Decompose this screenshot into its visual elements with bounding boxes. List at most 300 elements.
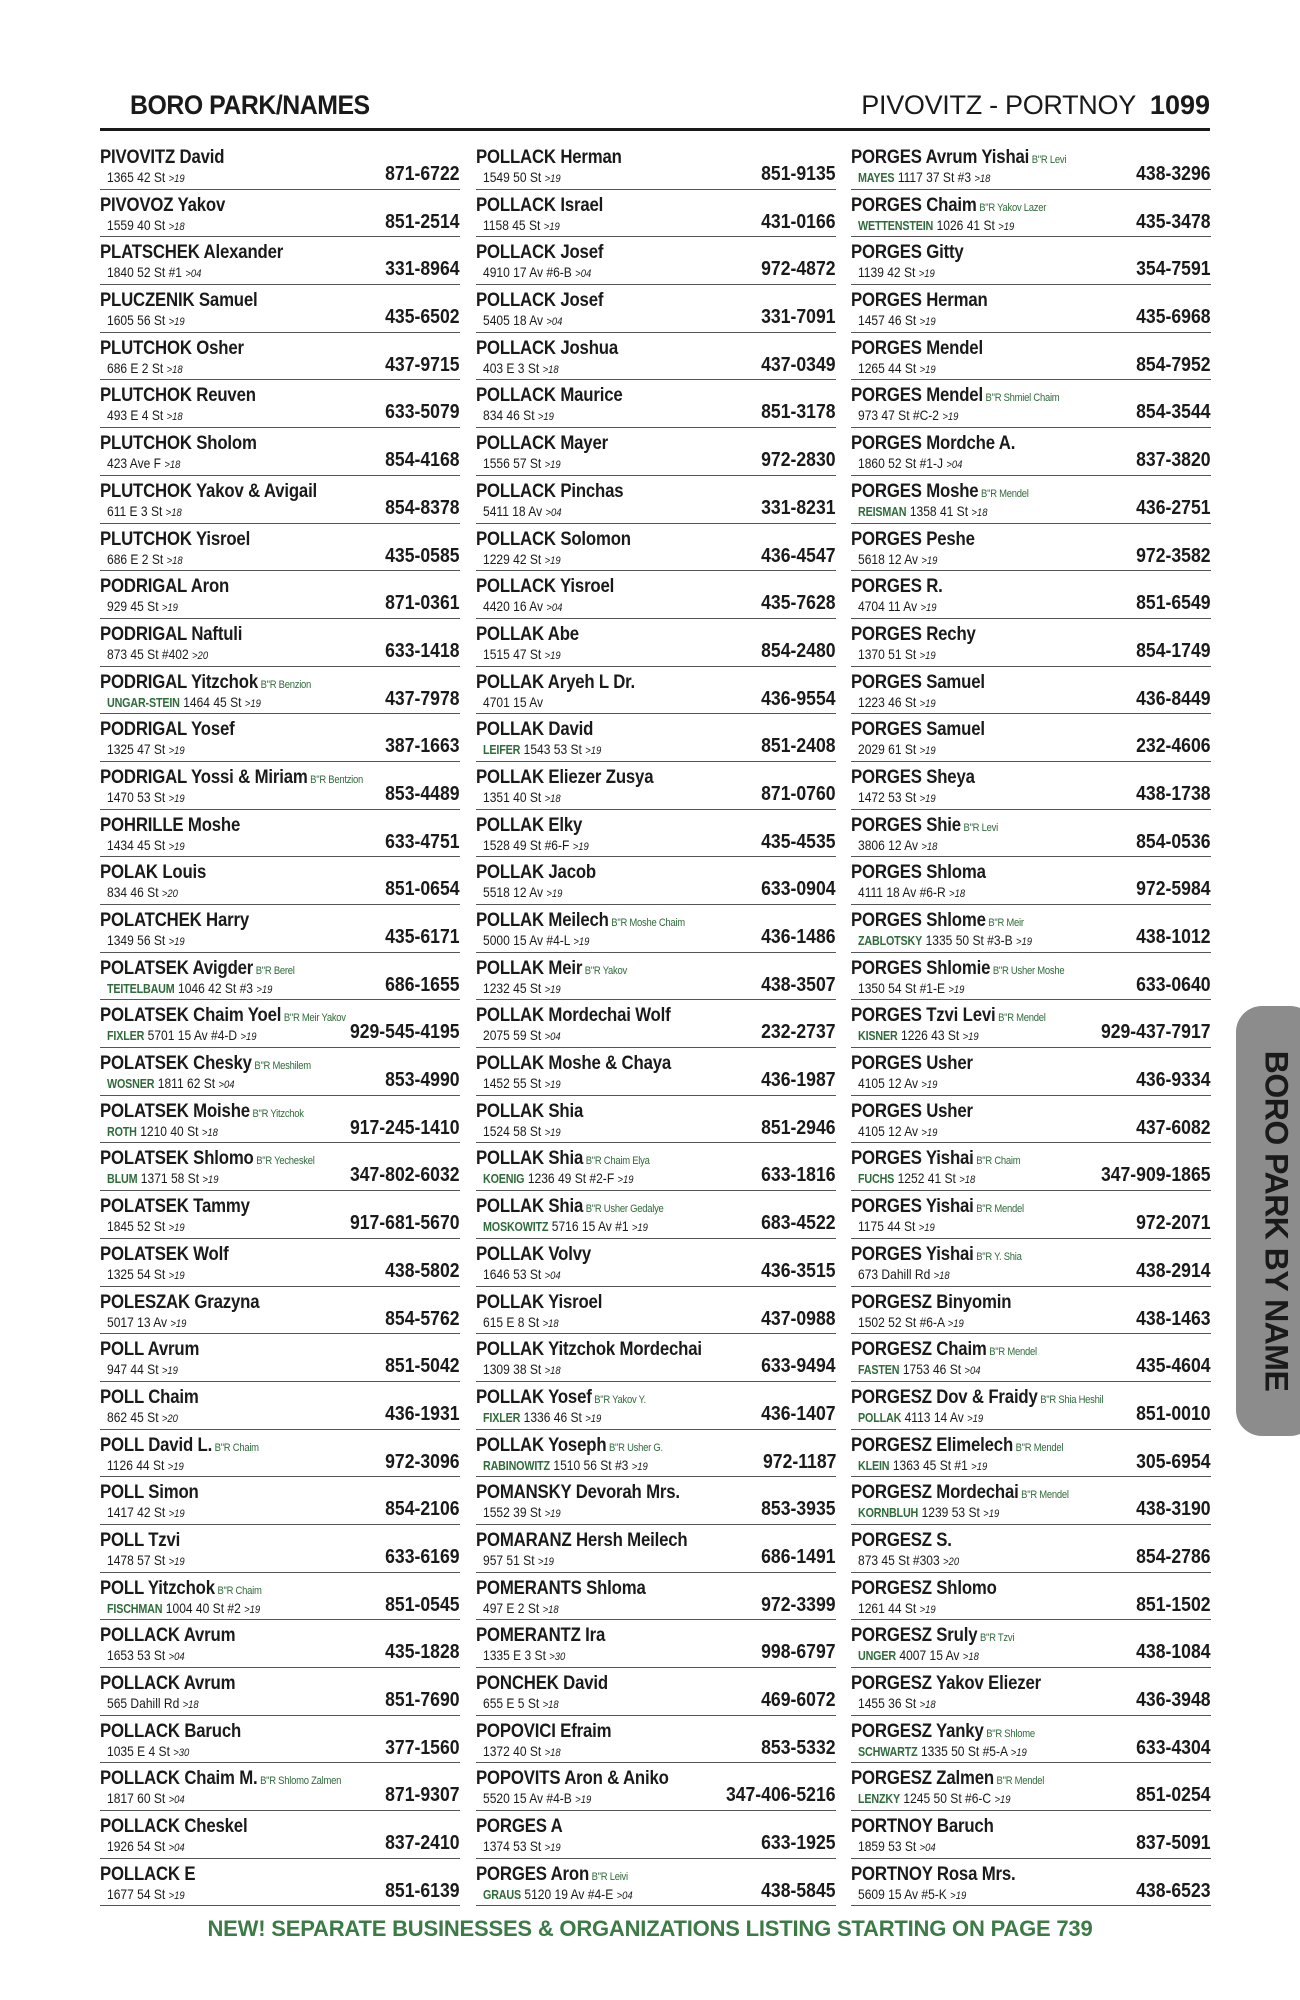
listing-entry [476,237,836,285]
listing-street: 1860 52 St #1-J [858,455,944,472]
listing-zip: >19 [168,1889,185,1902]
listing-entry [100,142,460,190]
listing-name-text: PORGES Avrum Yishai [851,146,1030,168]
listing-entry [851,333,1211,381]
listing-phone: 871-9307 [385,1784,460,1807]
listing-address [107,1218,185,1234]
listing-name [476,480,623,503]
listing-entry [476,1382,836,1430]
listing-street: 1158 45 St [483,216,541,233]
listing-address [107,1314,186,1330]
listing-name-text: POLL Avrum [100,1338,200,1361]
listing-phone: 633-6169 [385,1545,460,1568]
listing-street: 5716 15 Av #1 [551,1218,629,1235]
listing-address [107,1123,218,1139]
listing-relation: B"R Berel [255,964,295,977]
listing-zip: >19 [544,459,561,472]
listing-zip: >19 [631,1460,648,1473]
listing-address [107,264,201,280]
listing-zip: >18 [542,1603,559,1616]
listing-entry [100,1239,460,1287]
listing-entry [476,1430,836,1478]
listing-zip: >19 [544,1508,561,1521]
listing-zip: >20 [161,1412,178,1425]
listing-entry [851,285,1211,333]
listing-name [851,1434,1063,1457]
listing-street: 1261 44 St [858,1599,917,1616]
listing-name [851,241,964,264]
listing-name-text: POLLACK Yisroel [476,575,615,598]
listing-maiden-name: KOENIG [483,1172,525,1187]
listing-address [107,1552,185,1568]
listing-name [476,528,631,551]
listing-name [100,1386,199,1409]
listing-name [851,671,985,694]
listing-relation: B"R Usher Gedalye [585,1203,664,1216]
listing-name-text: PORGESZ Chaim [851,1338,987,1361]
listing-entry [851,1716,1211,1764]
listing-name-text: POLATSEK Avigder [100,956,254,979]
listing-address [858,980,964,996]
listing-street: 1335 50 St #5-A [920,1742,1008,1759]
listing-phone: 438-5845 [761,1879,836,1902]
listing-zip: >18 [921,840,938,853]
listing-zip: >19 [919,649,936,662]
listing-zip: >19 [918,268,935,281]
listing-phone: 305-6954 [1136,1450,1211,1473]
listing-phone: 851-6139 [385,1879,460,1902]
listing-name [476,1863,628,1886]
listing-entry [476,1620,836,1668]
listing-name-text: PORGESZ Binyomin [851,1290,1012,1313]
listing-zip: >19 [921,554,938,567]
listing-address [858,932,1032,948]
listing-name-text: PORGESZ Elimelech [851,1433,1014,1456]
listing-street: 1336 46 St [523,1408,582,1425]
listing-entry [851,1334,1211,1382]
listing-zip: >04 [919,1842,936,1855]
listing-name [851,1767,1044,1790]
listing-name-text: PLUTCHOK Reuven [100,384,256,407]
listing-name [100,1672,235,1695]
listing-phone: 435-7628 [761,592,836,615]
listing-phone: 851-2946 [761,1116,836,1139]
listing-name-text: PORGES Yishai [851,1242,974,1265]
listing-phone: 436-4547 [761,544,836,567]
listing-street: 1811 62 St [157,1075,216,1092]
listing-street: 1470 53 St [107,788,166,805]
listing-zip: >19 [168,745,185,758]
listing-phone: 929-437-7917 [1101,1021,1211,1044]
listing-address [107,407,183,423]
listing-name [476,814,582,837]
listing-address [858,1886,966,1902]
listing-entry [100,237,460,285]
listing-street: 1524 58 St [483,1122,542,1139]
listing-address [483,407,554,423]
listing-maiden-name: FIXLER [483,1410,521,1425]
listing-zip: >19 [1010,1746,1027,1759]
listing-phone: 633-0640 [1136,973,1211,996]
listing-name-text: POMERANTS Shloma [476,1576,646,1599]
listing-zip: >19 [168,792,185,805]
listing-zip: >20 [192,649,209,662]
listing-address [483,1600,559,1616]
listing-phone: 854-7952 [1136,353,1211,376]
listing-entry [476,380,836,428]
listing-address [858,503,987,519]
listing-phone: 853-5332 [761,1736,836,1759]
listing-phone: 871-6722 [385,163,460,185]
listing-zip: >18 [165,506,182,519]
listing-address [483,932,589,948]
listing-phone: 438-3507 [761,973,836,996]
listing-phone: 436-1931 [385,1402,460,1425]
listing-name-text: PORTNOY Rosa Mrs. [851,1862,1016,1885]
listing-name [100,1863,195,1886]
listing-name-text: PORGESZ Mordechai [851,1481,1019,1504]
listing-name [100,1815,247,1838]
listing-street: 5120 19 Av #4-E [524,1885,614,1902]
listing-name-text: POLLACK Joshua [476,336,619,359]
listing-name [100,623,242,646]
listing-address [107,217,185,233]
listing-address [858,598,937,614]
listing-name-text: POLL Chaim [100,1385,199,1408]
listing-street: 5618 12 Av [858,550,919,567]
footer-note: NEW! SEPARATE BUSINESSES & ORGANIZATIONS LISTING STARTING ON PAGE 739 [207,1916,1093,1941]
listing-name [851,146,1066,169]
listing-relation: B"R Mendel [989,1346,1037,1359]
listing-name [100,861,206,884]
listing-street: 1434 45 St [107,836,166,853]
listing-phone: 431-0166 [761,210,836,233]
listing-zip: >19 [544,1126,561,1139]
listing-name [851,480,1029,503]
listing-address [107,1790,185,1806]
listing-zip: >19 [544,983,561,996]
listing-phone: 377-1560 [385,1736,460,1759]
listing-phone: 436-1987 [761,1069,836,1092]
listing-entry [851,1763,1211,1811]
listing-phone: 438-1463 [1136,1307,1211,1330]
listing-zip: >19 [971,1460,988,1473]
listing-name [100,1147,315,1170]
listing-name-text: POLATSEK Tammy [100,1195,250,1218]
listing-street: 1543 53 St [523,741,582,758]
listing-zip: >19 [1015,936,1033,948]
listing-name-text: PORGESZ Zalmen [851,1767,994,1790]
listing-entry [851,762,1211,810]
listing-street: 957 51 St [483,1551,535,1568]
listing-name [476,1767,669,1790]
listing-street: 1335 E 3 St [483,1647,546,1664]
listing-name-text: POLL Tzvi [100,1528,181,1551]
listing-zip: >18 [949,888,966,901]
listing-address [107,1647,185,1663]
listing-address [858,837,937,853]
listing-maiden-name: KORNBLUH [858,1506,919,1521]
listing-zip: >19 [919,316,936,329]
listing-name-text: PODRIGAL Aron [100,575,230,598]
listing-phone: 854-2480 [761,639,836,662]
listing-name-text: POLLAK Abe [476,622,579,645]
listing-street: 1457 46 St [858,312,917,329]
listing-zip: >19 [631,1222,648,1235]
listing-entry [851,857,1211,905]
listing-phone: 435-0585 [385,544,460,567]
listing-street: 403 E 3 St [483,359,540,376]
listing-name [476,241,603,264]
listing-phone: 438-2914 [1136,1259,1211,1282]
listing-name [476,1672,608,1695]
listing-entry [100,1525,460,1573]
listing-entry [100,1477,460,1525]
listing-zip: >19 [544,1842,561,1855]
listing-address [107,503,182,519]
listing-name [100,1195,250,1218]
listing-street: 1653 53 St [107,1647,166,1664]
listing-address [107,1409,178,1425]
listing-zip: >19 [918,1222,935,1235]
listing-relation: B"R Yakov Y. [594,1393,646,1406]
listing-name [476,1147,650,1170]
listing-name-text: PORGESZ Dov & Fraidy [851,1385,1038,1408]
listing-name [100,1100,304,1123]
listing-name-text: POLLAK Mordechai Wolf [476,1004,671,1027]
listing-name [476,337,618,360]
listing-name-text: PORGES Mendel [851,384,983,407]
listing-entry [100,1334,460,1382]
listing-address [483,1647,565,1663]
listing-phone: 435-6968 [1136,306,1211,329]
listing-entry [476,1143,836,1191]
listing-phone: 854-0536 [1136,830,1211,853]
listing-street: 1370 51 St [858,645,917,662]
listing-phone: 851-2514 [385,210,460,233]
listing-phone: 854-3544 [1136,401,1211,424]
listing-zip: >19 [244,697,261,710]
listing-name [851,718,985,741]
listing-name [476,909,685,932]
listing-name [100,337,244,360]
listing-name-text: POLATSEK Chaim Yoel [100,1004,282,1027]
listing-zip: >18 [542,1317,559,1330]
listing-phone: 851-0010 [1136,1402,1211,1425]
listing-entry [100,905,460,953]
listing-maiden-name: RABINOWITZ [483,1458,550,1473]
listing-relation: B"R Shia Heshil [1040,1393,1104,1406]
listing-phone: 436-8449 [1136,687,1211,710]
listing-address [858,1743,1027,1759]
listing-entry [476,1000,836,1048]
listing-name [851,432,1015,455]
listing-phone: 837-5091 [1136,1832,1211,1855]
listing-name-text: PORGES Usher [851,1099,973,1122]
listing-street: 493 E 4 St [107,407,164,424]
listing-relation: B"R Mendel [998,1012,1046,1025]
listing-entry [476,1048,836,1096]
listing-name [100,1434,259,1457]
listing-entry [851,953,1211,1001]
listing-name-text: POLATSEK Moishe [100,1099,250,1122]
listing-address [107,551,183,567]
listing-street: 1605 56 St [107,312,166,329]
listing-street: 1677 54 St [107,1885,166,1902]
listing-street: 1646 53 St [483,1265,542,1282]
listing-name-text: POLLACK Chaim M. [100,1767,258,1790]
listing-entry [100,1668,460,1716]
listing-street: 1372 40 St [483,1742,542,1759]
listing-street: 1245 50 St #6-C [903,1790,992,1807]
listing-zip: >19 [170,1317,187,1330]
listing-address [107,1075,235,1091]
listing-phone: 232-4606 [1136,735,1211,758]
listing-entry [476,190,836,238]
listing-name [476,1577,646,1600]
listing-address [483,312,562,328]
listing-address [107,1504,185,1520]
listing-phone: 871-0361 [385,592,460,615]
listing-entry [100,1763,460,1811]
listing-address [483,1790,591,1806]
listing-address [858,360,936,376]
listing-entry [100,1382,460,1430]
listing-street: 4704 11 Av [858,598,918,615]
listing-name [476,1434,663,1457]
listing-phone: 437-6082 [1136,1116,1211,1139]
listing-phone: 917-681-5670 [350,1212,460,1235]
listing-phone: 683-4522 [761,1212,836,1235]
listing-zip: >19 [167,1460,184,1473]
listing-name [851,1195,1024,1218]
listing-street: 5701 15 Av #4-D [147,1027,238,1044]
listing-name-text: POLLACK E [100,1862,196,1885]
listing-name-text: PIVOVOZ Yakov [100,193,226,216]
listing-phone: 438-1084 [1136,1641,1211,1664]
listing-phone: 633-4304 [1136,1736,1211,1759]
listing-zip: >18 [166,554,183,567]
listing-street: 1325 54 St [107,1265,166,1282]
listing-zip: >19 [920,602,937,615]
listing-phone: 972-2830 [761,449,836,472]
listing-entry [476,857,836,905]
listing-address [858,1361,980,1377]
listing-street: 3806 12 Av [858,836,919,853]
listing-zip: >19 [168,316,185,329]
listing-entry [476,1239,836,1287]
listing-zip: >04 [545,506,562,519]
listing-street: 1126 44 St [107,1456,165,1473]
listing-street: 1371 58 St [140,1170,200,1187]
listing-name-text: POLLACK Israel [476,193,604,216]
listing-name [851,1481,1069,1504]
listing-street: 1472 53 St [858,788,917,805]
listing-name [851,1529,952,1552]
listing-phone: 436-2751 [1136,496,1211,519]
listing-zip: >19 [544,173,561,185]
listing-name-text: POMERANTZ Ira [476,1624,606,1647]
listing-entry [851,1859,1211,1907]
listing-entry [851,619,1211,667]
listing-maiden-name: SCHWARTZ [858,1744,918,1759]
listing-phone: 851-0654 [385,878,460,901]
listing-address [483,1457,648,1473]
listing-phone: 436-3515 [761,1259,836,1282]
listing-zip: >30 [173,1746,190,1759]
listing-address [483,598,562,614]
listing-phone: 929-545-4195 [350,1021,460,1044]
listing-name [476,1481,680,1504]
listing-zip: >18 [542,1699,559,1711]
listing-phone: 436-1486 [761,926,836,948]
listing-address [858,741,936,757]
listing-name [476,766,653,789]
listing-name [100,1624,235,1647]
listing-address [858,1552,959,1568]
listing-name-text: POLLACK Josef [476,241,604,264]
listing-name-text: POPOVITS Aron & Aniko [476,1767,669,1790]
listing-name-text: PLATSCHEK Alexander [100,241,284,264]
listing-zip: >19 [256,983,273,996]
listing-street: 1753 46 St [902,1361,962,1378]
listing-name [851,1004,1046,1027]
listing-name [100,814,240,837]
listing-phone: 437-9715 [385,353,460,376]
listing-zip: >18 [544,1365,561,1378]
listing-zip: >18 [168,220,185,233]
listing-entry [100,810,460,858]
listing-street: 1926 54 St [107,1838,166,1855]
listing-street: 1026 41 St [936,216,995,233]
listing-phone: 435-4604 [1136,1355,1211,1378]
listing-name [851,814,998,837]
listing-name [851,861,986,884]
listing-maiden-name: UNGER [858,1649,896,1664]
listing-phone: 435-3478 [1136,210,1211,233]
listing-zip: >19 [948,983,965,996]
listing-zip: >18 [166,363,183,376]
listing-address [107,360,183,376]
listing-entry [851,1287,1211,1335]
listing-name [100,1720,241,1743]
listing-address [858,1600,936,1616]
listing-street: 873 45 St #303 [858,1551,940,1568]
listing-name-text: POLL David L. [100,1433,213,1456]
listing-address [107,837,185,853]
listing-street: 4420 16 Av [483,598,544,615]
listing-maiden-name: ROTH [107,1124,137,1139]
listing-maiden-name: LENZKY [858,1792,900,1807]
listing-street: 947 44 St [107,1361,159,1378]
listing-name-text: PORGES Chaim [851,193,977,216]
listing-address [107,1027,257,1043]
listing-address [483,1886,633,1902]
listing-zip: >20 [943,1555,960,1568]
listing-name-text: PORGES Samuel [851,718,985,741]
listing-entry [851,1811,1211,1859]
listing-maiden-name: MOSKOWITZ [483,1220,549,1235]
listing-entry [100,1859,460,1907]
listing-maiden-name: TEITELBAUM [107,981,175,996]
listing-entry [851,1000,1211,1048]
listing-name-text: PORGES Mendel [851,336,983,359]
listing-entry [100,1716,460,1764]
listing-street: 1351 40 St [483,788,542,805]
listing-zip: >19 [168,936,185,948]
listing-name-text: POLESZAK Grazyna [100,1290,260,1313]
listing-zip: >19 [967,1412,984,1425]
